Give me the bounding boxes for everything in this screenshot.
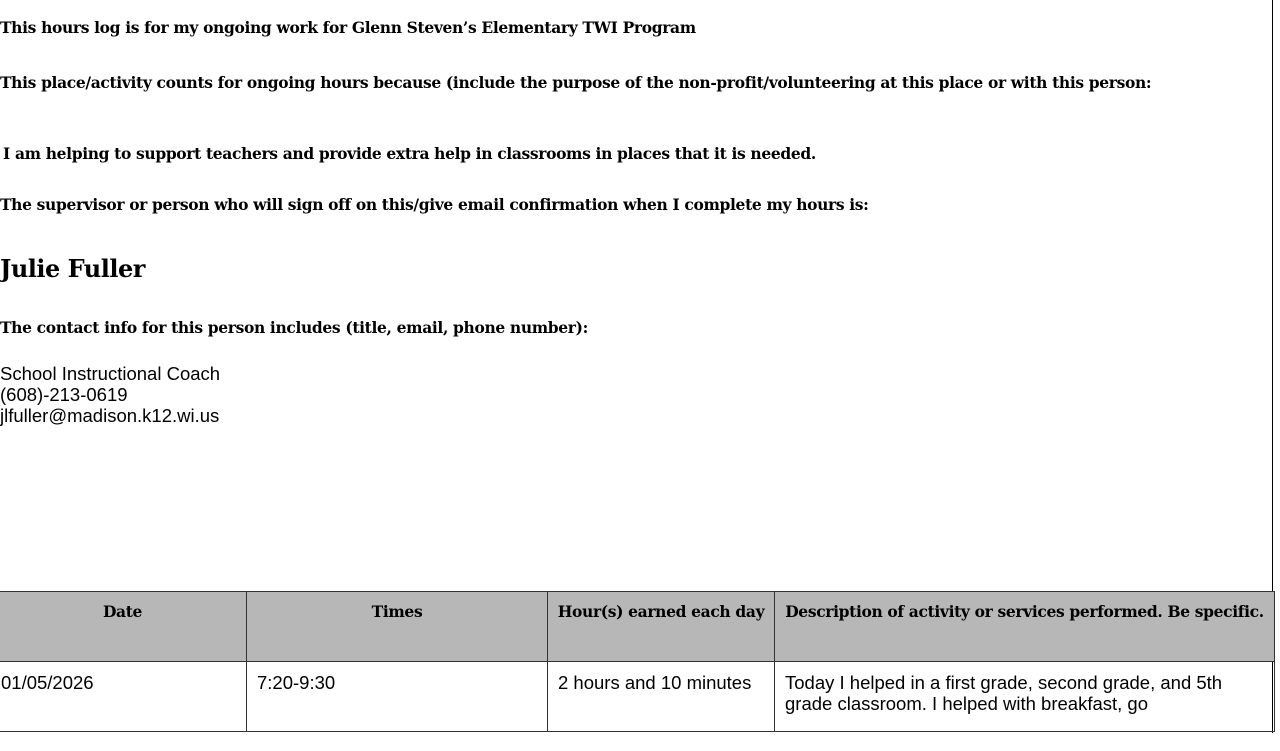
contact-email[interactable]: jlfuller@madison.k12.wi.us (0, 405, 220, 426)
intro-text[interactable]: This hours log is for my ongoing work for Glenn Steven’s Elementary TWI Program (0, 18, 696, 37)
cell-times[interactable]: 7:20-9:30 (247, 662, 548, 732)
supervisor-name[interactable]: Julie Fuller (0, 254, 145, 283)
contact-phone[interactable]: (608)-213-0619 (0, 384, 128, 405)
supervisor-prompt[interactable]: The supervisor or person who will sign off on this/give email confirmation when I complete my hours is: (0, 195, 869, 214)
purpose-answer[interactable]: I am helping to support teachers and provide extra help in classrooms in places that it is needed. (3, 144, 816, 163)
cell-description[interactable]: Today I helped in a first grade, second grade, and 5th grade classroom. I helped with breakfast, go (775, 662, 1275, 732)
header-description[interactable]: Description of activity or services performed. Be specific. (775, 592, 1275, 662)
contact-prompt[interactable]: The contact info for this person includes (title, email, phone number): (0, 318, 588, 337)
contact-info (0, 363, 220, 426)
purpose-prompt[interactable]: This place/activity counts for ongoing hours because (include the purpose of the non-profit/volunteering at this place or with this person: (0, 73, 1152, 92)
header-times[interactable]: Times (247, 592, 548, 662)
header-date[interactable]: Date (0, 592, 247, 662)
header-hours[interactable]: Hour(s) earned each day (548, 592, 775, 662)
hours-log-table (0, 591, 1275, 732)
contact-title[interactable]: School Instructional Coach (0, 363, 221, 384)
cell-date[interactable]: 01/05/2026 (0, 662, 247, 732)
table-row (0, 662, 1275, 732)
cell-hours[interactable]: 2 hours and 10 minutes (548, 662, 775, 732)
table-header-row (0, 592, 1275, 662)
